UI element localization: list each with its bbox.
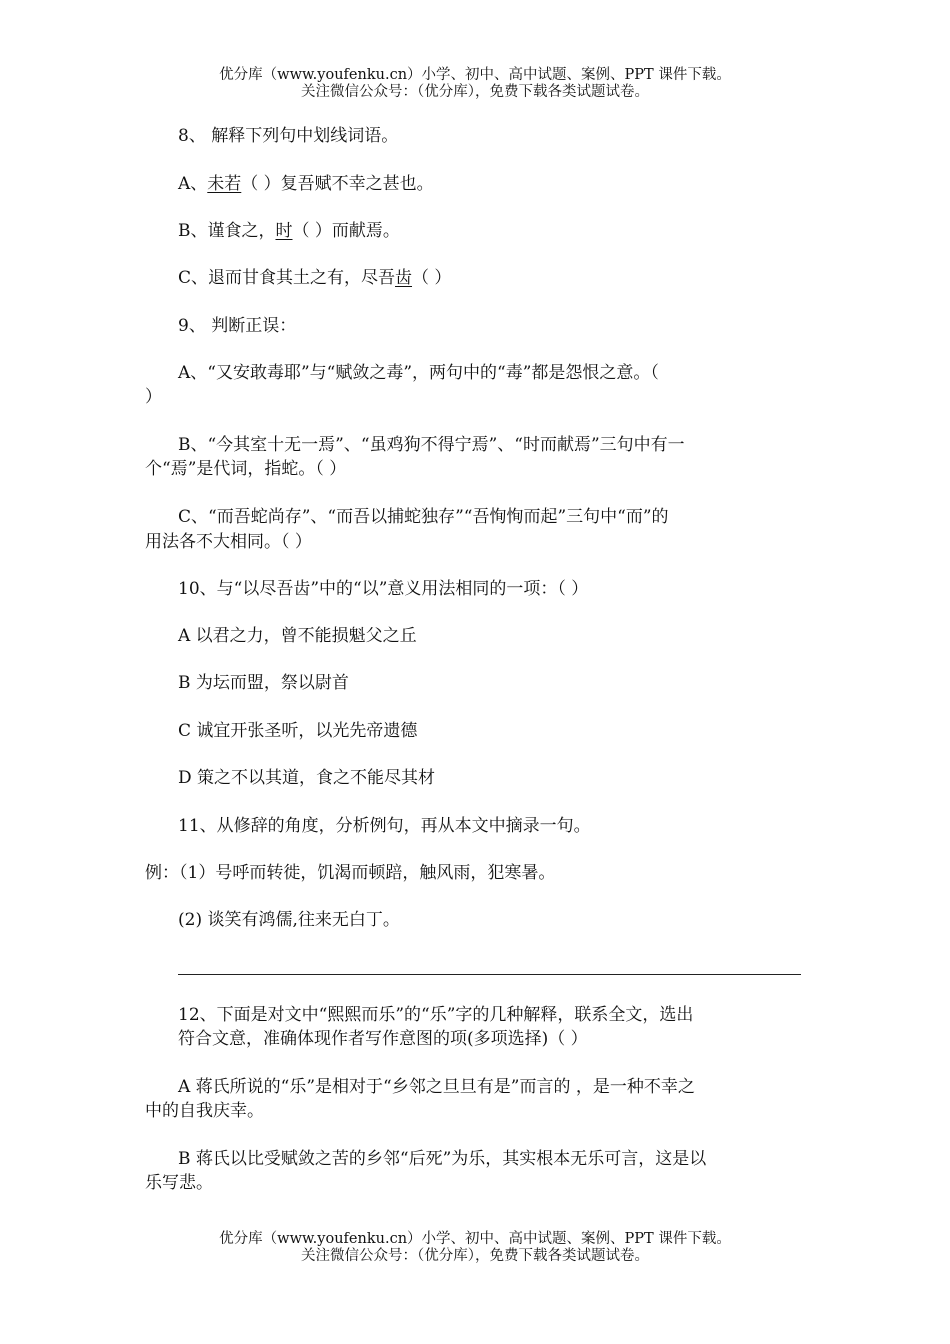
q8-option-a: A、未若（ ）复吾赋不幸之甚也。 <box>178 174 434 194</box>
page-footer <box>0 1231 950 1265</box>
q11-example-2: (2) 谈笑有鸿儒,往来无白丁。 <box>178 910 400 930</box>
q10-option-a: A 以君之力，曾不能损魁父之丘 <box>178 626 417 646</box>
q8-option-b: B、谨食之，时（ ）而献焉。 <box>178 221 400 241</box>
q8-option-c: C、退而甘食其土之有，尽吾齿（ ） <box>178 268 452 288</box>
q9-statement-c-line1: C、“而吾蛇尚存”、“而吾以捕蛇独存”“吾恂恂而起”三句中“而”的 <box>178 507 669 527</box>
q8-b-underlined-word: 时 <box>275 221 293 241</box>
q8-c-underlined-word: 齿 <box>395 268 413 288</box>
q12-option-a-line1: A 蒋氏所说的“乐”是相对于“乡邻之旦旦有是”而言的 ，是一种不幸之 <box>178 1077 695 1097</box>
q12-option-b-line1: B 蒋氏以比受赋敛之苦的乡邻“后死”为乐，其实根本无乐可言，这是以 <box>178 1149 707 1169</box>
q9-title: 9、 判断正误： <box>178 316 297 336</box>
q12-option-b-line2: 乐写悲。 <box>145 1173 213 1193</box>
q11-example-1: 例：（1）号呼而转徙，饥渴而顿踣，触风雨，犯寒暑。 <box>145 863 556 883</box>
header-line-2: 关注微信公众号：（优分库），免费下载各类试题试卷。 <box>301 84 649 100</box>
q11-title: 11、从修辞的角度，分析例句，再从本文中摘录一句。 <box>178 816 591 836</box>
page-header <box>0 67 950 101</box>
q10-option-d: D 策之不以其道，食之不能尽其材 <box>178 768 436 788</box>
q12-title-line2: 符合文意，准确体现作者写作意图的项(多项选择)（ ） <box>178 1029 588 1049</box>
header-line-1: 优分库（www.youfenku.cn）小学、初中、高中试题、案例、PPT 课件下载。 <box>219 67 731 83</box>
q12-option-a-line2: 中的自我庆幸。 <box>145 1101 264 1121</box>
q10-title: 10、与“以尽吾齿”中的“以”意义用法相同的一项：（ ） <box>178 579 589 599</box>
q9-statement-b-line2: 个“焉”是代词，指蛇。（ ） <box>145 459 347 479</box>
q9-statement-a-line1: A、“又安敢毒耶”与“赋敛之毒”，两句中的“毒”都是怨恨之意。（ <box>178 363 659 383</box>
q10-option-b: B 为坛而盟，祭以尉首 <box>178 673 349 693</box>
q10-option-c: C 诚宜开张圣听，以光先帝遗德 <box>178 721 418 741</box>
q9-statement-b-line1: B、“今其室十无一焉”、“虽鸡狗不得宁焉”、“时而献焉”三句中有一 <box>178 435 685 455</box>
q9-statement-a-line2: ） <box>145 387 162 407</box>
answer-line <box>178 974 801 975</box>
footer-line-1: 优分库（www.youfenku.cn）小学、初中、高中试题、案例、PPT 课件下载。 <box>219 1231 731 1247</box>
q12-title-line1: 12、下面是对文中“熙熙而乐”的“乐”字的几种解释，联系全文，选出 <box>178 1005 694 1025</box>
q8-title: 8、 解释下列句中划线词语。 <box>178 126 399 146</box>
footer-line-2: 关注微信公众号：（优分库），免费下载各类试题试卷。 <box>301 1248 649 1264</box>
q9-statement-c-line2: 用法各不大相同。（ ） <box>145 532 312 552</box>
q8-a-underlined-word: 未若 <box>207 174 242 194</box>
